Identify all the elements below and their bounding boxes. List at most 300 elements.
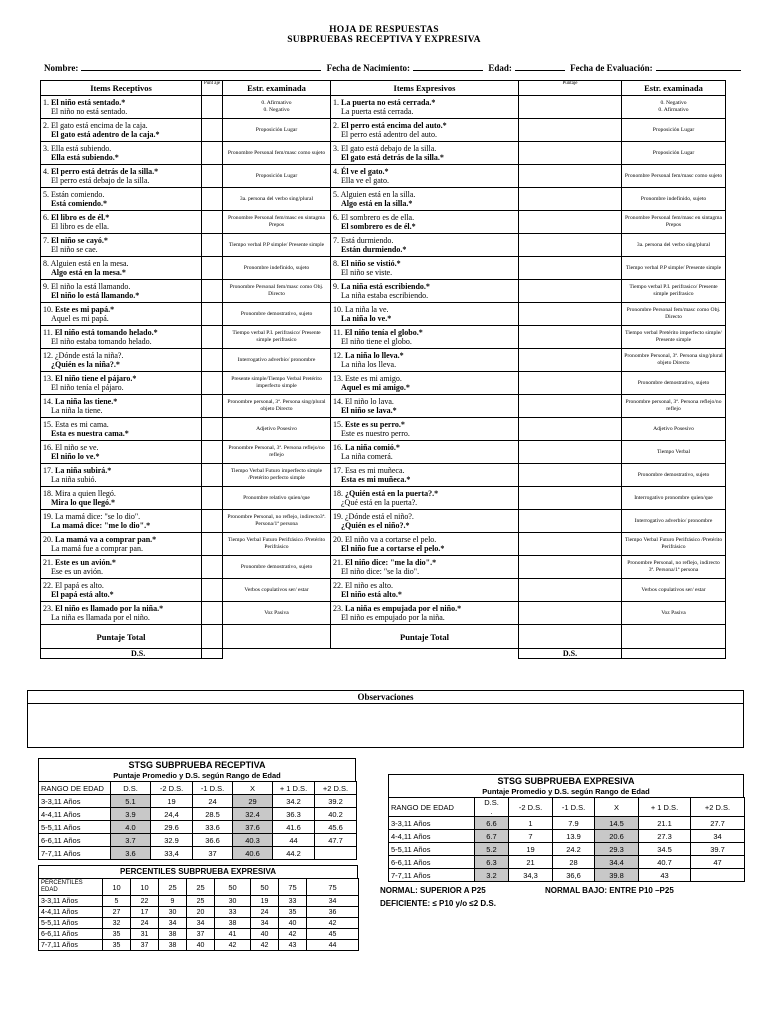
- item-sentence-2: El niño se viste.: [341, 268, 393, 277]
- item-sentence-1: ¿Dónde está el niño?.: [345, 511, 414, 521]
- receptiva-cell: 39.2: [315, 795, 357, 808]
- receptiva-cell: 5-5,11 Años: [39, 821, 111, 834]
- item-row: [41, 188, 726, 211]
- expresiva-header-cell: -1 D.S.: [553, 798, 595, 817]
- item-sentence-2: Aquel es mi amigo.*: [341, 383, 410, 392]
- receptiva-header-cell: -1 D.S.: [193, 782, 233, 795]
- percentiles-header-cell: 50: [215, 879, 251, 896]
- item-sentence-2: El niño está alto.*: [341, 590, 402, 599]
- item-number: 5.: [333, 189, 339, 199]
- receptive-total-cell[interactable]: [202, 625, 223, 649]
- item-number: 22.: [43, 580, 53, 590]
- percentiles-header-cell: 10: [103, 879, 131, 896]
- item-sentence-1: El niño lo lava.: [345, 396, 394, 406]
- expressive-structure: Pronombre Personal fem/masc como Obj. Directo: [622, 303, 726, 326]
- fecha-evaluacion-field[interactable]: [656, 61, 741, 71]
- item-row: [41, 487, 726, 510]
- receptiva-cell: 28.5: [193, 808, 233, 821]
- expresiva-cell: 4-4,11 Años: [389, 830, 475, 843]
- receptive-structure: Proposición Lugar: [223, 119, 331, 142]
- expresiva-title-box: [388, 774, 744, 798]
- expressive-structure: Interrogativo adverbio/ pronombre: [622, 510, 726, 533]
- percentiles-cell: 38: [215, 918, 251, 929]
- receptive-score-cell[interactable]: [202, 119, 223, 142]
- percentiles-cell: 40: [187, 940, 215, 951]
- item-sentence-1: La mamá va a comprar pan.*: [55, 534, 157, 544]
- expressive-score-cell[interactable]: [519, 372, 622, 395]
- receptive-score-cell[interactable]: [202, 372, 223, 395]
- item-row: [41, 441, 726, 464]
- item-sentence-2: La niña comerá.: [341, 452, 393, 461]
- column-header-expresivos: Items Expresivos: [331, 81, 519, 96]
- column-header-estructura-receptiva: Estr. examinada: [223, 81, 331, 96]
- expressive-score-cell[interactable]: [519, 303, 622, 326]
- expressive-score-cell[interactable]: [519, 556, 622, 579]
- column-header-puntaje-expresivo: Puntaje: [519, 81, 622, 96]
- expresiva-cell: 7: [509, 830, 553, 843]
- item-row: [41, 326, 726, 349]
- edad-field[interactable]: [515, 61, 565, 71]
- receptive-score-cell[interactable]: [202, 510, 223, 533]
- expressive-item: [331, 533, 519, 556]
- percentiles-cell: 33: [215, 907, 251, 918]
- item-number: 17.: [333, 465, 343, 475]
- item-row: [41, 165, 726, 188]
- percentiles-cell: 34: [187, 918, 215, 929]
- percentiles-header-cell: 10: [131, 879, 159, 896]
- expressive-score-cell[interactable]: [519, 326, 622, 349]
- percentiles-cell: 19: [251, 896, 279, 907]
- item-number: 1.: [333, 97, 339, 107]
- receptive-item: [41, 556, 202, 579]
- item-sentence-2: Esta es nuestra cama.*: [51, 429, 129, 438]
- item-sentence-1: El papá es alto.: [55, 580, 104, 590]
- percentiles-cell: 32: [103, 918, 131, 929]
- expressive-item: [331, 188, 519, 211]
- expresiva-cell: 21.1: [639, 817, 691, 830]
- item-sentence-1: La niña comió.*: [345, 442, 400, 452]
- expresiva-cell: 19: [509, 843, 553, 856]
- receptive-item: [41, 234, 202, 257]
- item-sentence-1: La niña es empujada por el niño.*: [345, 603, 462, 613]
- receptive-score-cell[interactable]: [202, 188, 223, 211]
- item-sentence-2: El niño es empujado por la niña.: [341, 613, 445, 622]
- receptiva-cell: 34.2: [273, 795, 315, 808]
- item-sentence-2: El niño estaba tomando helado.: [51, 337, 152, 346]
- receptiva-header-cell: +2 D.S.: [315, 782, 357, 795]
- percentiles-cell: 20: [187, 907, 215, 918]
- percentiles-cell: 38: [159, 940, 187, 951]
- expresiva-cell: 3-3,11 Años: [389, 817, 475, 830]
- receptive-score-cell[interactable]: [202, 257, 223, 280]
- receptive-score-cell[interactable]: [202, 96, 223, 119]
- percentiles-cell: 36: [307, 907, 359, 918]
- nombre-field[interactable]: [81, 61, 321, 71]
- expresiva-cell: 47: [691, 856, 745, 869]
- column-header-puntaje-receptivo: Punt aje: [202, 81, 223, 96]
- expressive-score-cell[interactable]: [519, 165, 622, 188]
- item-number: 7.: [43, 235, 49, 245]
- item-sentence-1: El sombrero es de ella.: [341, 212, 415, 222]
- expresiva-cell: 6.7: [475, 830, 509, 843]
- item-sentence-1: El niño está sentado.*: [51, 97, 126, 107]
- receptive-structure: Voz Pasiva: [223, 602, 331, 625]
- receptive-structure: 0. Afirmativo 0. Negativo: [223, 96, 331, 119]
- percentiles-cell: 34: [251, 918, 279, 929]
- receptive-ds-cell[interactable]: [202, 649, 223, 659]
- item-sentence-2: La niña subió.: [51, 475, 97, 484]
- item-sentence-1: El gato está encima de la caja.: [51, 120, 148, 130]
- receptive-score-cell[interactable]: [202, 326, 223, 349]
- item-sentence-2: El gato está adentro de la caja.*: [51, 130, 160, 139]
- receptive-score-cell[interactable]: [202, 165, 223, 188]
- receptive-score-cell[interactable]: [202, 234, 223, 257]
- expresiva-cell: [691, 869, 745, 882]
- expressive-score-cell[interactable]: [519, 96, 622, 119]
- receptive-item: [41, 602, 202, 625]
- receptive-structure: Tiempo Verbal Futuro Perifrásico /Pretérito Perifrásico: [223, 533, 331, 556]
- receptive-structure: Proposición Lugar: [223, 165, 331, 188]
- receptive-score-cell[interactable]: [202, 556, 223, 579]
- expressive-ds-label: D.S.: [519, 649, 622, 659]
- receptiva-header-cell: D.S.: [111, 782, 151, 795]
- expressive-item: [331, 372, 519, 395]
- expressive-ds-cell[interactable]: [622, 649, 726, 659]
- item-number: 14.: [43, 396, 53, 406]
- item-row: [41, 280, 726, 303]
- item-number: 6.: [333, 212, 339, 222]
- receptive-item: [41, 510, 202, 533]
- receptive-ds-label: D.S.: [41, 649, 202, 659]
- expressive-score-cell[interactable]: [519, 280, 622, 303]
- receptive-score-cell[interactable]: [202, 418, 223, 441]
- item-sentence-2: ¿Qué está en la puerta?.: [341, 498, 418, 507]
- expressive-structure: Tiempo Verbal Futuro Perifrásico /Pretérito Perifrásico: [622, 533, 726, 556]
- item-sentence-2: Está comiendo.*: [51, 199, 107, 208]
- expresiva-cell: 34,3: [509, 869, 553, 882]
- expressive-score-cell[interactable]: [519, 602, 622, 625]
- item-number: 9.: [333, 281, 339, 291]
- expresiva-row: [389, 869, 745, 882]
- item-sentence-2: La niña estaba escribiendo.: [341, 291, 429, 300]
- receptive-item: [41, 464, 202, 487]
- item-sentence-2: El perro está adentro del auto.: [341, 130, 437, 139]
- expresiva-cell: 27.3: [639, 830, 691, 843]
- item-sentence-2: Esta es mi muñeca.*: [341, 475, 411, 484]
- receptiva-cell: 37: [193, 847, 233, 860]
- item-sentence-2: La niña la tiene.: [51, 406, 103, 415]
- item-sentence-1: El niño tiene el pájaro.*: [55, 373, 137, 383]
- percentiles-cell: 35: [103, 929, 131, 940]
- expressive-score-cell[interactable]: [519, 418, 622, 441]
- item-row: [41, 556, 726, 579]
- percentiles-header-cell: 75: [307, 879, 359, 896]
- percentiles-cell: 25: [187, 896, 215, 907]
- percentiles-cell: 40: [251, 929, 279, 940]
- item-row: [41, 142, 726, 165]
- expressive-item: [331, 211, 519, 234]
- item-sentence-2: La niña lo ve.*: [341, 314, 392, 323]
- receptive-item: [41, 326, 202, 349]
- percentiles-header-row: [39, 879, 359, 896]
- expressive-structure: Verbos copulativos ser/ estar: [622, 579, 726, 602]
- percentiles-cell: 42: [251, 940, 279, 951]
- receptive-score-cell[interactable]: [202, 211, 223, 234]
- receptiva-cell: 40.2: [315, 808, 357, 821]
- expresiva-cell: 34.5: [639, 843, 691, 856]
- expressive-score-cell[interactable]: [519, 533, 622, 556]
- receptiva-cell: 29: [233, 795, 273, 808]
- receptive-score-cell[interactable]: [202, 280, 223, 303]
- expresiva-cell: 29.3: [595, 843, 639, 856]
- receptive-item: [41, 441, 202, 464]
- receptive-score-cell[interactable]: [202, 579, 223, 602]
- item-number: 16.: [43, 442, 53, 452]
- item-sentence-1: Este es un avión.*: [55, 557, 116, 567]
- percentiles-cell: 7-7,11 Años: [39, 940, 103, 951]
- receptive-score-cell[interactable]: [202, 533, 223, 556]
- expressive-score-cell[interactable]: [519, 234, 622, 257]
- receptive-structure: Tiempo verbal P.P simple/ Presente simple: [223, 234, 331, 257]
- item-sentence-1: La niña subirá.*: [55, 465, 112, 475]
- item-number: 7.: [333, 235, 339, 245]
- expresiva-header-cell: +2 D.S.: [691, 798, 745, 817]
- receptiva-cell: 24: [193, 795, 233, 808]
- item-sentence-1: El perro está detrás de la silla.*: [51, 166, 159, 176]
- expresiva-cell: 34.4: [595, 856, 639, 869]
- expressive-score-cell[interactable]: [519, 464, 622, 487]
- percentiles-cell: 30: [159, 907, 187, 918]
- expresiva-cell: 6.6: [475, 817, 509, 830]
- expressive-structure: Pronombre demostrativo, sujeto: [622, 464, 726, 487]
- receptive-structure: Presente simple/Tiempo Verbal Pretérito imperfecto simple: [223, 372, 331, 395]
- expressive-structure: Tiempo verbal P.P simple/ Presente simple: [622, 257, 726, 280]
- expresiva-header-cell: + 1 D.S.: [639, 798, 691, 817]
- percentiles-cell: 4-4,11 Años: [39, 907, 103, 918]
- expressive-score-cell[interactable]: [519, 257, 622, 280]
- percentiles-cell: 40: [279, 918, 307, 929]
- item-number: 18.: [333, 488, 343, 498]
- receptive-score-cell[interactable]: [202, 303, 223, 326]
- receptive-score-cell[interactable]: [202, 142, 223, 165]
- percentiles-header-cell: 25: [187, 879, 215, 896]
- item-number: 3.: [43, 143, 49, 153]
- item-sentence-1: Esta es mi cama.: [55, 419, 109, 429]
- note-deficiente: DEFICIENTE: ≤ P10 y/o ≤2 D.S.: [380, 899, 496, 908]
- item-sentence-2: El papá está alto.*: [51, 590, 114, 599]
- expressive-structure: Pronombre Personal, 3ª. Persona sing/plural objeto Directo: [622, 349, 726, 372]
- item-number: 10.: [43, 304, 53, 314]
- item-sentence-2: El niño se cae.: [51, 245, 98, 254]
- percentiles-cell: 17: [131, 907, 159, 918]
- item-number: 19.: [333, 511, 343, 521]
- observaciones-box[interactable]: [27, 690, 744, 748]
- item-row: [41, 257, 726, 280]
- item-sentence-2: Están durmiendo.*: [341, 245, 407, 254]
- expressive-structure: Pronombre Personal fem/masc como sujeto: [622, 165, 726, 188]
- expresiva-title: STSG SUBPRUEBA EXPRESIVA: [497, 776, 635, 786]
- expressive-item: [331, 326, 519, 349]
- percentiles-row: [39, 929, 359, 940]
- receptiva-cell: 4-4,11 Años: [39, 808, 111, 821]
- receptiva-cell: 3.7: [111, 834, 151, 847]
- expressive-score-cell[interactable]: [519, 395, 622, 418]
- expressive-item: [331, 418, 519, 441]
- page-title: HOJA DE RESPUESTAS: [329, 25, 439, 35]
- item-sentence-1: La mamá dice: "se lo dio".: [55, 511, 141, 521]
- receptive-structure: Pronombre Personal fem/masc como sujeto: [223, 142, 331, 165]
- expresiva-header-cell: RANGO DE EDAD: [389, 798, 475, 817]
- item-sentence-2: La niña los lleva.: [341, 360, 397, 369]
- receptiva-cell: 41.6: [273, 821, 315, 834]
- receptive-item: [41, 395, 202, 418]
- expressive-structure: Tiempo verbal P.I. perifrasico/ Presente simple perifrasico: [622, 280, 726, 303]
- expresiva-cell: 40.7: [639, 856, 691, 869]
- receptive-score-cell[interactable]: [202, 395, 223, 418]
- receptive-item: [41, 119, 202, 142]
- item-number: 12.: [43, 350, 53, 360]
- item-row: [41, 303, 726, 326]
- item-number: 11.: [43, 327, 53, 337]
- receptive-item: [41, 487, 202, 510]
- item-sentence-1: El niño es llamado por la niña.*: [55, 603, 164, 613]
- item-number: 19.: [43, 511, 53, 521]
- nombre-label: Nombre:: [44, 63, 79, 73]
- item-sentence-1: El niño se vistió.*: [341, 258, 401, 268]
- receptiva-cell: 3.6: [111, 847, 151, 860]
- expresiva-cell: 7.9: [553, 817, 595, 830]
- expressive-score-cell[interactable]: [519, 510, 622, 533]
- expressive-score-cell[interactable]: [519, 119, 622, 142]
- item-row: [41, 211, 726, 234]
- receptive-score-cell[interactable]: [202, 602, 223, 625]
- item-number: 23.: [333, 603, 343, 613]
- percentiles-cell: 5-5,11 Años: [39, 918, 103, 929]
- item-sentence-1: Está durmiendo.: [341, 235, 394, 245]
- expressive-item: [331, 257, 519, 280]
- expressive-item: [331, 96, 519, 119]
- expresiva-header-cell: D.S. .: [475, 798, 509, 817]
- expressive-structure: Voz Pasiva: [622, 602, 726, 625]
- percentiles-corner-top: PERCENTILES: [41, 880, 83, 886]
- receptiva-cell: 47.7: [315, 834, 357, 847]
- receptive-item: [41, 280, 202, 303]
- item-row: [41, 349, 726, 372]
- receptive-structure: Pronombre Personal fem/masc como Obj. Directo: [223, 280, 331, 303]
- item-sentence-2: Ese es un avión.: [51, 567, 103, 576]
- item-number: 6.: [43, 212, 49, 222]
- receptiva-cell: 7-7,11 Años: [39, 847, 111, 860]
- expressive-total-blank: [622, 625, 726, 649]
- item-row: [41, 395, 726, 418]
- receptive-structure: Pronombre indefinido, sujeto: [223, 257, 331, 280]
- expresiva-cell: 6.3: [475, 856, 509, 869]
- item-number: 10.: [333, 304, 343, 314]
- expressive-score-cell[interactable]: [519, 487, 622, 510]
- expresiva-cell: 6-6,11 Años: [389, 856, 475, 869]
- expresiva-cell: 1: [509, 817, 553, 830]
- expressive-total-cell[interactable]: [519, 625, 622, 649]
- receptive-score-cell[interactable]: [202, 487, 223, 510]
- item-sentence-1: La niña está escribiendo.*: [341, 281, 430, 291]
- expressive-item: [331, 556, 519, 579]
- item-sentence-1: Alguien está en la silla.: [340, 189, 416, 199]
- receptiva-table: [38, 781, 357, 860]
- item-sentence-1: El perro está encima del auto.*: [341, 120, 447, 130]
- expressive-structure: Proposición Lugar: [622, 142, 726, 165]
- item-row: [41, 234, 726, 257]
- percentiles-cell: 37: [187, 929, 215, 940]
- expressive-structure: Pronombre Personal fem/masc en sintagma Prepos: [622, 211, 726, 234]
- item-number: 8.: [43, 258, 49, 268]
- expressive-score-cell[interactable]: [519, 579, 622, 602]
- receptive-score-cell[interactable]: [202, 464, 223, 487]
- item-sentence-2: Algo está en la silla.*: [341, 199, 413, 208]
- item-number: 5.: [43, 189, 49, 199]
- receptive-structure: Pronombre Personal fem/masc en sintagma Prepos: [223, 211, 331, 234]
- expresiva-subtitle: Puntaje Promedio y D.S. según Rango de Edad: [482, 787, 650, 796]
- receptiva-cell: 45.6: [315, 821, 357, 834]
- expressive-score-cell[interactable]: [519, 441, 622, 464]
- answer-sheet-table: [40, 80, 726, 659]
- expressive-structure: Tiempo verbal Pretérito imperfecto simple/ Presente simple: [622, 326, 726, 349]
- percentiles-cell: 44: [307, 940, 359, 951]
- percentiles-cell: 42: [307, 918, 359, 929]
- item-sentence-2: Este es nuestro perro.: [341, 429, 410, 438]
- item-row: [41, 96, 726, 119]
- percentiles-corner-cell: [39, 879, 103, 896]
- expressive-item: [331, 349, 519, 372]
- expressive-score-cell[interactable]: [519, 188, 622, 211]
- receptive-structure: Tiempo verbal P.I. perifrasico/ Presente simple perifrasico: [223, 326, 331, 349]
- expressive-score-cell[interactable]: [519, 142, 622, 165]
- percentiles-cell: 34: [159, 918, 187, 929]
- receptiva-header-cell: X: [233, 782, 273, 795]
- receptive-score-cell[interactable]: [202, 441, 223, 464]
- item-row: [41, 533, 726, 556]
- receptiva-cell: 3-3,11 Años: [39, 795, 111, 808]
- receptiva-cell: [315, 847, 357, 860]
- expressive-structure: Pronombre indefinido, sujeto: [622, 188, 726, 211]
- percentiles-cell: 6-6,11 Años: [39, 929, 103, 940]
- item-sentence-2: El gato está detrás de la silla.*: [341, 153, 444, 162]
- column-header-estructura-expresiva: Estr. examinada: [622, 81, 726, 96]
- percentiles-cell: 31: [131, 929, 159, 940]
- item-sentence-2: La mamá fue a comprar pan.: [51, 544, 143, 553]
- expressive-structure: Pronombre personal, 3ª. Persona reflejo/no reflejo: [622, 395, 726, 418]
- item-sentence-1: Están comiendo.: [51, 189, 105, 199]
- expresiva-cell: 27.7: [691, 817, 745, 830]
- receptive-item: [41, 303, 202, 326]
- percentiles-header-cell: 75: [279, 879, 307, 896]
- receptive-score-cell[interactable]: [202, 349, 223, 372]
- receptiva-cell: 40.6: [233, 847, 273, 860]
- expresiva-cell: 3.2: [475, 869, 509, 882]
- expressive-score-cell[interactable]: [519, 349, 622, 372]
- expresiva-cell: 39.7: [691, 843, 745, 856]
- percentiles-cell: 42: [215, 940, 251, 951]
- item-number: 2.: [43, 120, 49, 130]
- item-number: 21.: [333, 557, 343, 567]
- receptiva-header-cell: RANGO DE EDAD: [39, 782, 111, 795]
- receptive-item: [41, 372, 202, 395]
- item-sentence-1: Alguien está en la mesa.: [50, 258, 129, 268]
- fecha-nacimiento-field[interactable]: [413, 61, 483, 71]
- receptive-item: [41, 533, 202, 556]
- expressive-score-cell[interactable]: [519, 211, 622, 234]
- receptiva-cell: 19: [151, 795, 193, 808]
- item-sentence-2: ¿Quién es la niña?.*: [51, 360, 120, 369]
